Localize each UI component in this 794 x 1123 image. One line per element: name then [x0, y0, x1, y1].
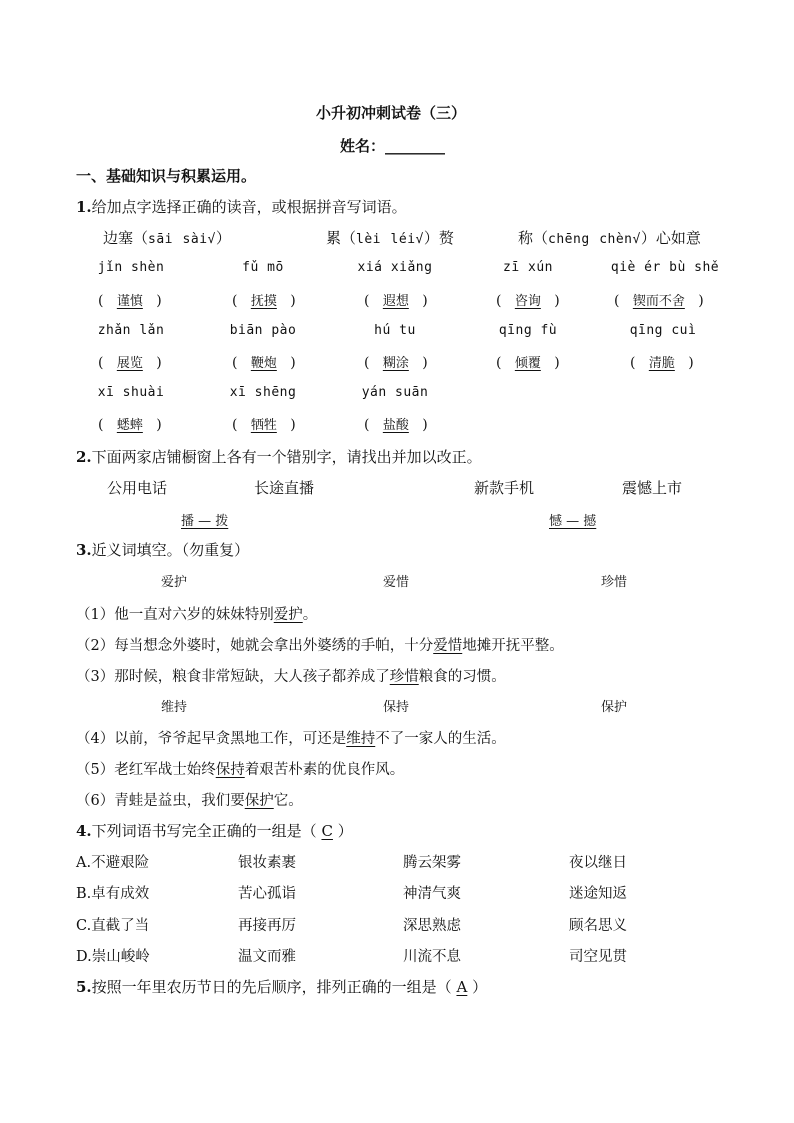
pinyin-cell: qīng fù [498, 323, 558, 338]
answer-text: 倾覆 [514, 356, 541, 371]
option-word: 川流不息 [403, 949, 461, 965]
answer-slot: ( 谨慎 ) [98, 293, 162, 309]
answer-text: 抚摸 [250, 294, 277, 309]
pinyin-cell: jǐn shèn [97, 260, 165, 275]
fill-sentence: （3）那时候，粮食非常短缺，大人孩子都养成了珍惜粮食的习惯。 [76, 669, 506, 685]
question-text: 给加点字选择正确的读音，或根据拼音写词语。 [91, 198, 407, 216]
option-row: B.卓有成效 [76, 886, 150, 902]
answer-slot: ( 盐酸 ) [364, 417, 428, 433]
pinyin-cell: xiá xiǎng [357, 260, 433, 275]
pinyin-cell: hú tu [374, 323, 416, 338]
fill-answer: 爱护 [273, 607, 303, 623]
question-number: 2. [76, 448, 92, 466]
option-word: 司空见贯 [569, 949, 627, 965]
choice-word: 边塞（ [103, 229, 149, 247]
choice-option: chēng [548, 232, 590, 247]
correction-answer: 憾 — 撼 [549, 514, 597, 529]
answer-slot: ( 锲而不舍 ) [614, 293, 704, 309]
answer-text: 遐想 [382, 294, 409, 309]
answer-text: 牺牲 [250, 418, 277, 433]
answer-slot: ( 展览 ) [98, 355, 162, 371]
choice-answer: C [321, 822, 333, 840]
question-text: 近义词填空。（勿重复） [91, 541, 250, 559]
fill-sentence: （2）每当想念外婆时，她就会拿出外婆绣的手帕，十分爱惜地摊开抚平整。 [76, 638, 564, 654]
option-word: 再接再厉 [238, 918, 296, 934]
name-blank: ________ [385, 137, 446, 155]
word-bank-item: 维持 [161, 700, 188, 715]
answer-text: 谨慎 [116, 294, 143, 309]
pinyin-cell: xī shēng [229, 385, 297, 400]
choice-option: sāi [148, 232, 173, 247]
question-5-prompt: 5.按照一年里农历节日的先后顺序，排列正确的一组是（ A ） [76, 978, 488, 996]
option-word: 苦心孤诣 [238, 886, 296, 902]
fill-sentence: （1）他一直对六岁的妹妹特别爱护。 [76, 607, 318, 623]
answer-slot: ( 抚摸 ) [232, 293, 296, 309]
word-bank-item: 珍惜 [601, 575, 628, 590]
pinyin-cell: fǔ mō [242, 260, 284, 275]
answer-text: 咨询 [514, 294, 541, 309]
section-heading: 一、基础知识与积累运用。 [76, 167, 257, 185]
choice-word: ）赘 [423, 229, 454, 247]
answer-text: 锲而不舍 [632, 294, 685, 309]
fill-sentence: （6）青蛙是益虫，我们要保护它。 [76, 793, 303, 809]
answer-text: 鞭炮 [250, 356, 277, 371]
option-word: 夜以继日 [569, 855, 627, 871]
answer-slot: ( 鞭炮 ) [232, 355, 296, 371]
answer-text: 糊涂 [382, 356, 409, 371]
page-title: 小升初冲刺试卷（三） [316, 104, 467, 122]
fill-sentence: （5）老红军战士始终保持着艰苦朴素的优良作风。 [76, 762, 405, 778]
pinyin-cell: zī xún [503, 260, 553, 275]
option-word: 神清气爽 [403, 886, 461, 902]
option-row: A.不避艰险 [76, 855, 150, 871]
answer-text: 蟋蟀 [116, 418, 143, 433]
choice-item-1 [103, 227, 231, 248]
pinyin-cell: biān pào [229, 323, 297, 338]
option-row: D.崇山峻岭 [76, 949, 150, 965]
fill-answer: 保持 [215, 762, 245, 778]
answer-slot: ( 倾覆 ) [496, 355, 560, 371]
option-word: 深思熟虑 [403, 918, 461, 934]
choice-item-2 [326, 227, 454, 248]
choice-option: chèn√ [599, 232, 641, 247]
fill-answer: 爱惜 [433, 638, 463, 654]
word-bank-item: 保护 [601, 700, 628, 715]
answer-text: 盐酸 [382, 418, 409, 433]
fill-answer: 珍惜 [389, 669, 419, 685]
choice-word: ） [215, 229, 231, 247]
word-bank-item: 爱护 [161, 575, 188, 590]
pinyin-cell: zhǎn lǎn [97, 323, 165, 338]
option-word: 温文而雅 [238, 949, 296, 965]
shop-sign: 新款手机 [474, 479, 535, 497]
word-bank-item: 保持 [383, 700, 410, 715]
shop-sign: 公用电话 [107, 479, 168, 497]
question-4-prompt: 4.下列词语书写完全正确的一组是（ C ） [76, 822, 353, 840]
option-word: 顾名思义 [569, 918, 627, 934]
answer-slot: ( 蟋蟀 ) [98, 417, 162, 433]
question-3-prompt [76, 539, 249, 560]
choice-answer: A [456, 978, 468, 996]
pinyin-cell: xī shuài [97, 385, 165, 400]
fill-sentence: （4）以前，爷爷起早贪黑地工作，可还是维持不了一家人的生活。 [76, 731, 506, 747]
option-word: 银妆素裹 [238, 855, 296, 871]
question-1-prompt [76, 196, 407, 217]
shop-sign: 震憾上市 [622, 479, 683, 497]
fill-answer: 保护 [244, 793, 274, 809]
word-bank-item: 爱惜 [383, 575, 410, 590]
choice-option: sài√ [182, 232, 216, 247]
answer-slot: ( 糊涂 ) [364, 355, 428, 371]
choice-word: 称（ [518, 229, 549, 247]
answer-slot: ( 遐想 ) [364, 293, 428, 309]
choice-option: lèi [356, 232, 381, 247]
answer-text: 清脆 [648, 356, 675, 371]
choice-word: ）心如意 [640, 229, 701, 247]
pinyin-cell: qiè ér bù shě [610, 260, 720, 275]
name-label: 姓名： [340, 137, 386, 155]
correction-answer: 播 — 拨 [181, 514, 229, 529]
answer-slot: ( 清脆 ) [630, 355, 694, 371]
pinyin-cell: qīng cuì [629, 323, 697, 338]
choice-item-3 [518, 227, 701, 248]
option-row: C.直截了当 [76, 918, 150, 934]
answer-text: 展览 [116, 356, 143, 371]
question-number: 3. [76, 541, 92, 559]
option-word: 迷途知返 [569, 886, 627, 902]
option-word: 腾云架雾 [403, 855, 461, 871]
question-number: 1. [76, 198, 92, 216]
fill-answer: 维持 [346, 731, 376, 747]
choice-option: léi√ [390, 232, 424, 247]
answer-slot: ( 牺牲 ) [232, 417, 296, 433]
question-2-prompt [76, 446, 482, 467]
choice-word: 累（ [326, 229, 357, 247]
question-number: 4. [76, 822, 92, 840]
name-line [340, 135, 445, 156]
question-number: 5. [76, 978, 92, 996]
shop-sign: 长途直播 [254, 479, 315, 497]
pinyin-cell: yán suān [361, 385, 429, 400]
answer-slot: ( 咨询 ) [496, 293, 560, 309]
question-text: 下面两家店铺橱窗上各有一个错别字，请找出并加以改正。 [91, 448, 482, 466]
